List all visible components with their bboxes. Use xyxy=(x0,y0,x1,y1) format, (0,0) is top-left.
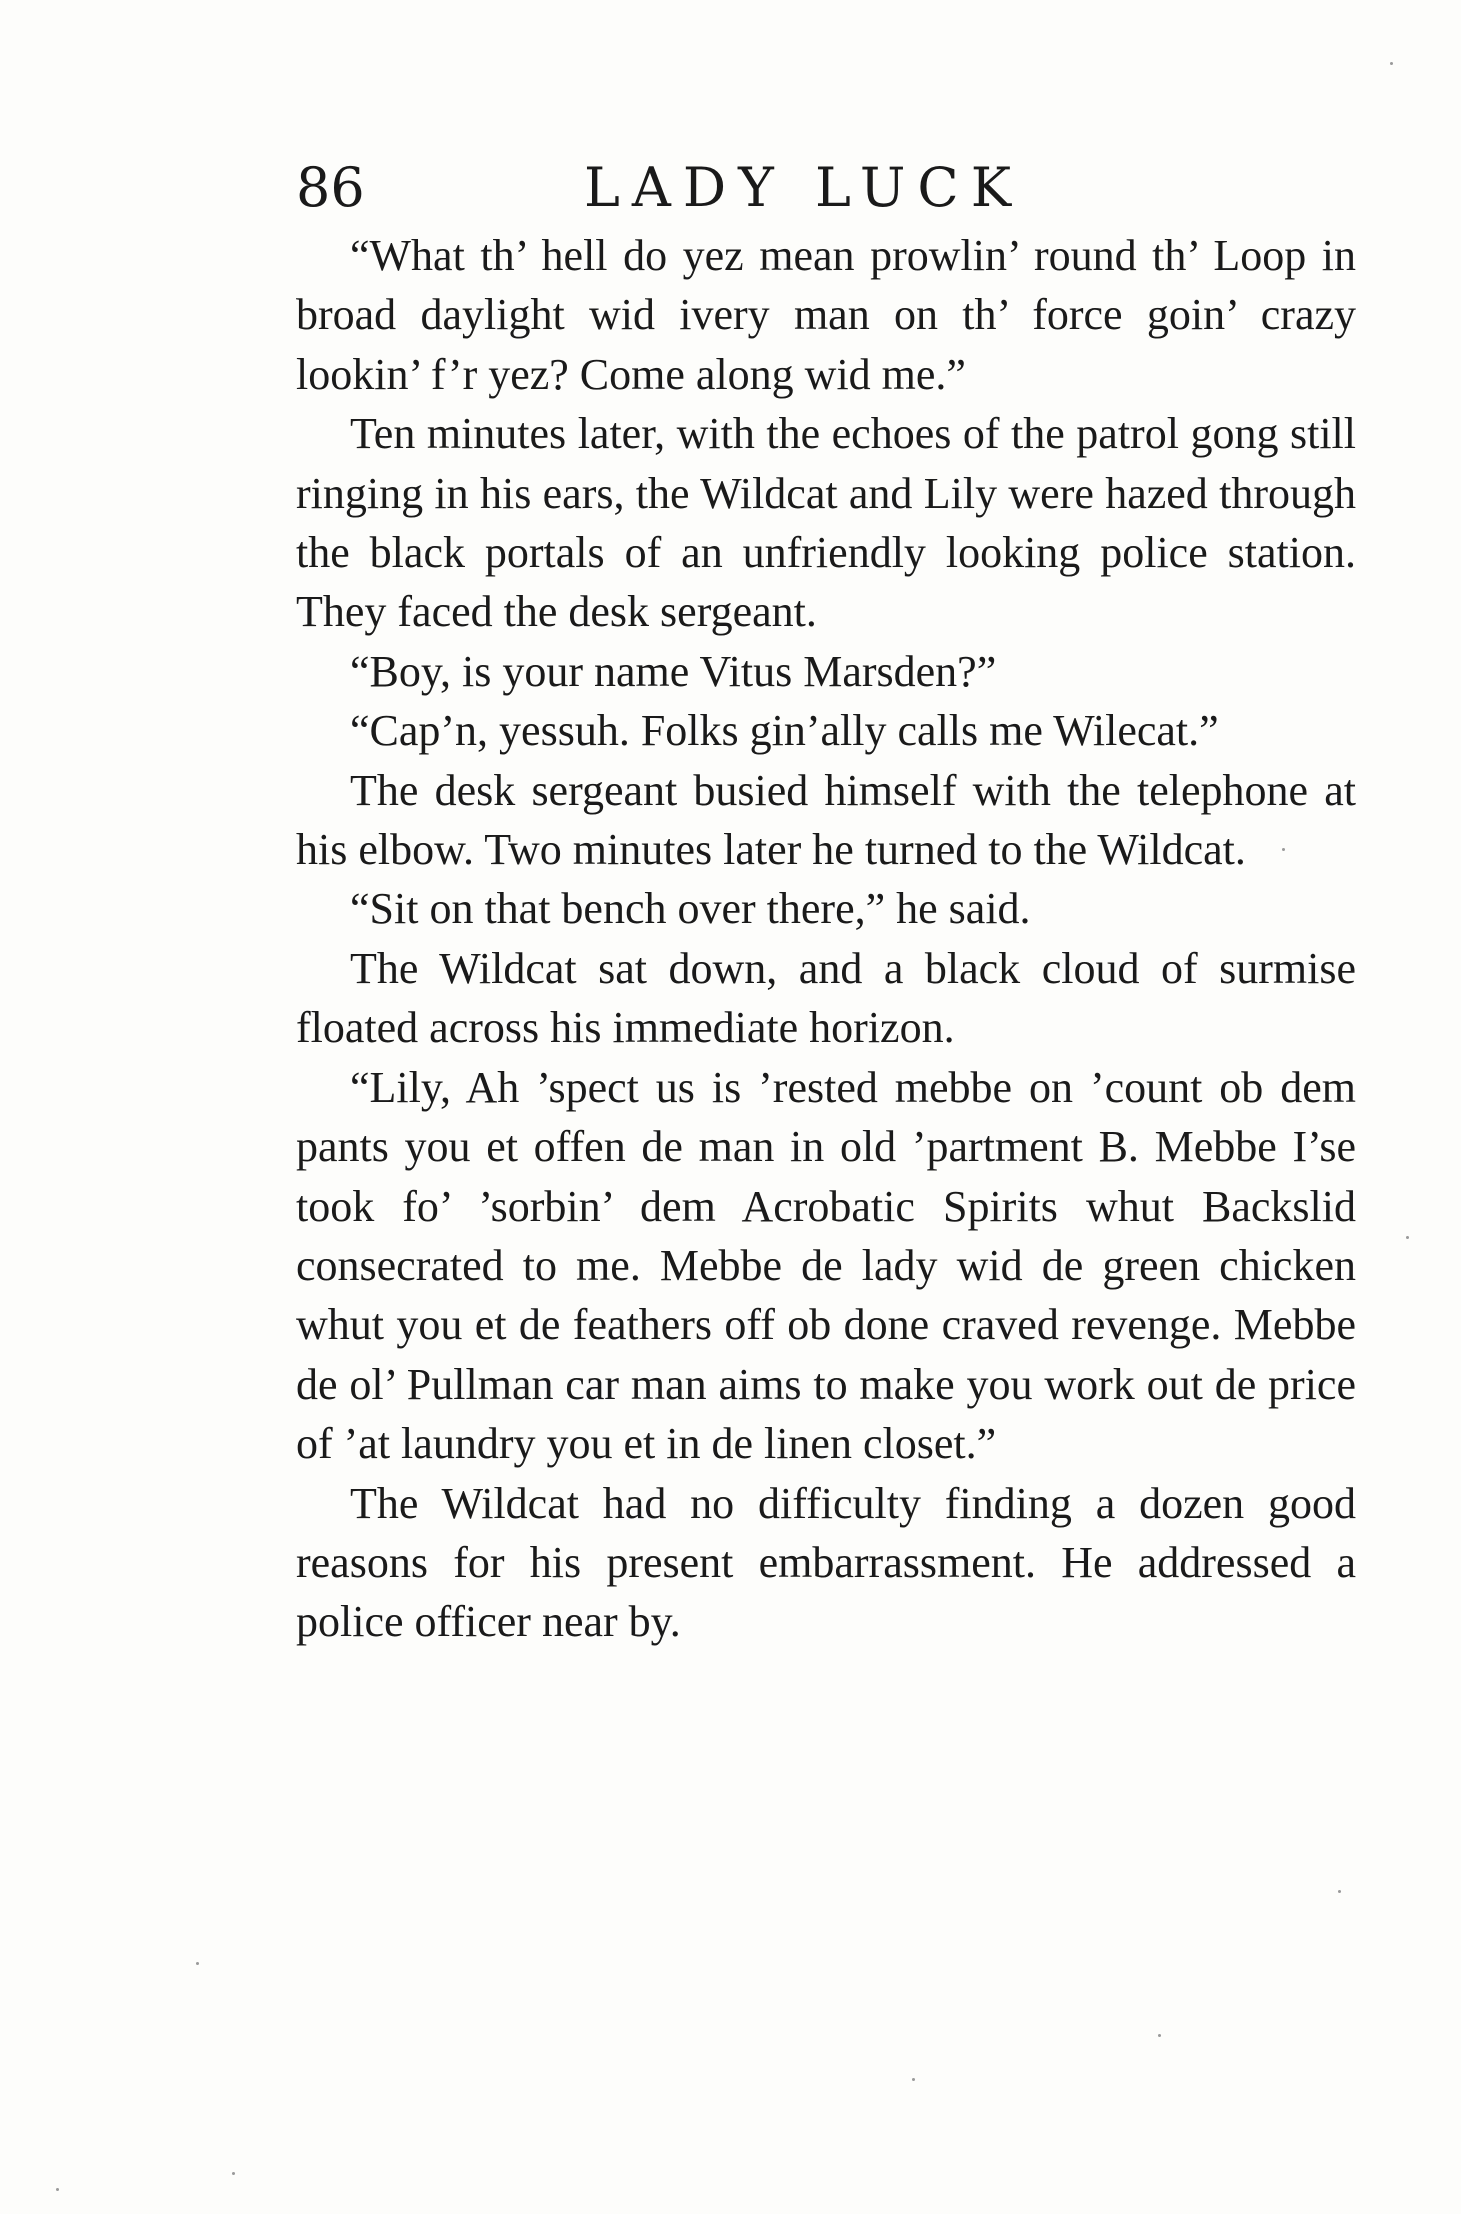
paragraph: “Lily, Ah ’spect us is ’rested mebbe on ’count ob dem pants you et offen de man in old ’partment B. Mebbe I’se took fo’ ’sorbin’ dem Acrobatic Spirits whut Backslid consecrated to me. Mebbe de lady wid de green chicken whut you et de feathers off ob done craved revenge. Mebbe de ol’ Pullman car man aims to make you work out de price of ’at laundry you et in de linen closet.” xyxy=(296,1062,1356,1469)
paragraph: “Sit on that bench over there,” he said. xyxy=(350,884,1031,934)
paragraph: “Cap’n, yessuh. Folks gin’ally calls me Wilecat.” xyxy=(350,706,1219,756)
paper-speck xyxy=(1282,848,1285,851)
paragraph: Ten minutes later, with the echoes of the patrol gong still ringing in his ears, the Wildcat and Lily were hazed through the black portals of an unfriendly looking police station. They faced the desk sergeant. xyxy=(296,409,1356,637)
running-title: LADY LUCK xyxy=(584,156,1024,219)
page-number: 86 xyxy=(296,156,365,219)
paragraph: The desk sergeant busied himself with the telephone at his elbow. Two minutes later he turned to the Wildcat. xyxy=(296,765,1356,875)
paper-speck xyxy=(1338,1890,1341,1893)
page-header xyxy=(296,148,1056,228)
paper-speck xyxy=(912,2078,915,2081)
paragraph: The Wildcat had no difficulty finding a dozen good reasons for his present embarrassment. He addressed a police officer near by. xyxy=(296,1478,1356,1647)
paper-speck xyxy=(56,2188,59,2191)
paragraph: “Boy, is your name Vitus Marsden?” xyxy=(350,646,997,696)
paragraph: “What th’ hell do yez mean prowlin’ round th’ Loop in broad daylight wid ivery man on th’ force goin’ crazy lookin’ f’r yez? Come along wid me.” xyxy=(296,231,1356,399)
paper-speck xyxy=(232,2172,235,2175)
paper-speck xyxy=(1390,62,1393,65)
paper-speck xyxy=(1406,1236,1409,1239)
body-text xyxy=(296,226,1356,1652)
paragraph: The Wildcat sat down, and a black cloud of surmise floated across his immediate horizon. xyxy=(296,943,1356,1053)
paper-speck xyxy=(1158,2034,1161,2037)
paper-speck xyxy=(196,1962,199,1965)
